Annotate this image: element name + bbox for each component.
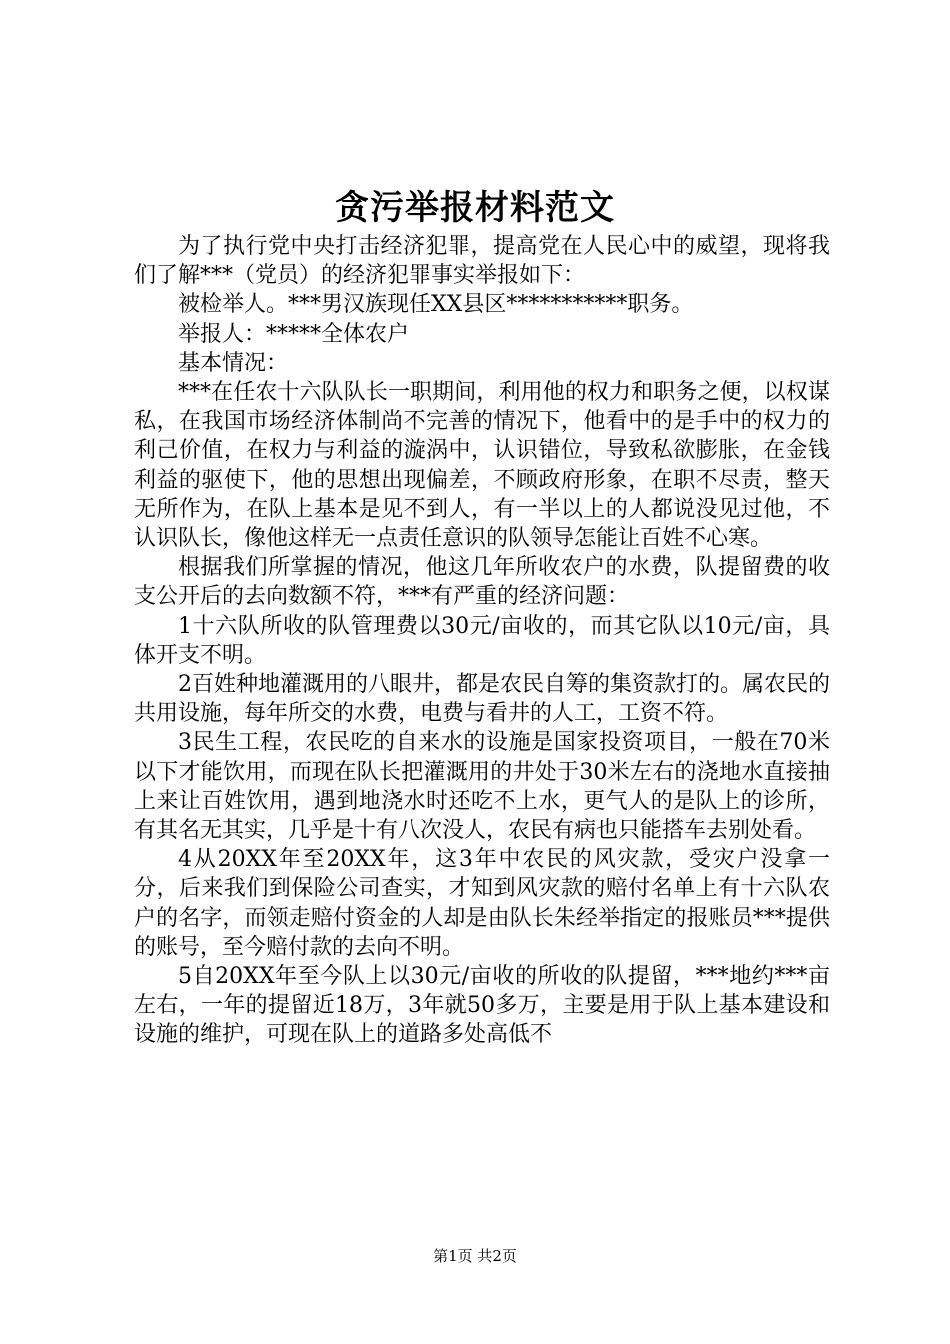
paragraph-accused: 被检举人。***男汉族现任XX县区***********职务。 bbox=[178, 292, 694, 318]
paragraph-reporter: 举报人：*****全体农户 bbox=[178, 321, 410, 347]
paragraph-item-1: 1十六队所收的队管理费以30元/亩收的，而其它队以10元/亩，具体开支不明。 bbox=[134, 613, 830, 668]
paragraph-item-4: 4从20XX年至20XX年，这3年中农民的风灾款，受灾户没拿一分，后来我们到保险公司查实，才知到风灾款的赔付名单上有十六队农户的名字，而领走赔付资金的人却是由队长朱经举指定的报账员***提供的账号，至今赔付款的去向不明。 bbox=[134, 847, 830, 960]
document-title: 贪污举报材料范文 bbox=[335, 188, 615, 228]
paragraph-basic-situation: ***在任农十六队队长一职期间，利用他的权力和职务之便，以权谋私，在我国市场经济体制尚不完善的情况下，他看中的是手中的权力的利己价值，在权力与利益的漩涡中，认识错位，导致私欲膨胀，在金钱利益的驱使下，他的思想出现偏差，不顾政府形象，在职不尽责，整天无所作为，在队上基本是见不到人，有一半以上的人都说没见过他，不认识队长，像他这样无一点责任意识的队领导怎能让百姓不心寒。 bbox=[134, 380, 830, 552]
paragraph-item-5: 5自20XX年至今队上以30元/亩收的所收的队提留，***地约***亩左右，一年的提留近18万，3年就50多万，主要是用于队上基本建设和设施的维护，可现在队上的道路多处高低不 bbox=[134, 964, 830, 1048]
paragraph-findings: 根据我们所掌握的情况，他这几年所收农户的水费，队提留费的收支公开后的去向数额不符，***有严重的经济问题： bbox=[134, 555, 830, 610]
paragraph-intro: 为了执行党中央打击经济犯罪，提高党在人民心中的威望，现将我们了解***（党员）的经济犯罪事实举报如下： bbox=[134, 234, 830, 289]
paragraph-item-2: 2百姓种地灌溉用的八眼井，都是农民自筹的集资款打的。属农民的共用设施，每年所交的水费，电费与看井的人工，工资不符。 bbox=[134, 672, 830, 727]
document-body bbox=[134, 232, 830, 1050]
page-number-footer: 第1页 共2页 bbox=[433, 1247, 517, 1265]
paragraph-item-3: 3民生工程，农民吃的自来水的设施是国家投资项目，一般在70米以下才能饮用，而现在队长把灌溉用的井处于30米左右的浇地水直接抽上来让百姓饮用，遇到地浇水时还吃不上水，更气人的是队上的诊所，有其名无其实，几乎是十有八次没人，农民有病也只能搭车去别处看。 bbox=[134, 730, 830, 844]
paragraph-basic-heading: 基本情况： bbox=[178, 350, 289, 376]
